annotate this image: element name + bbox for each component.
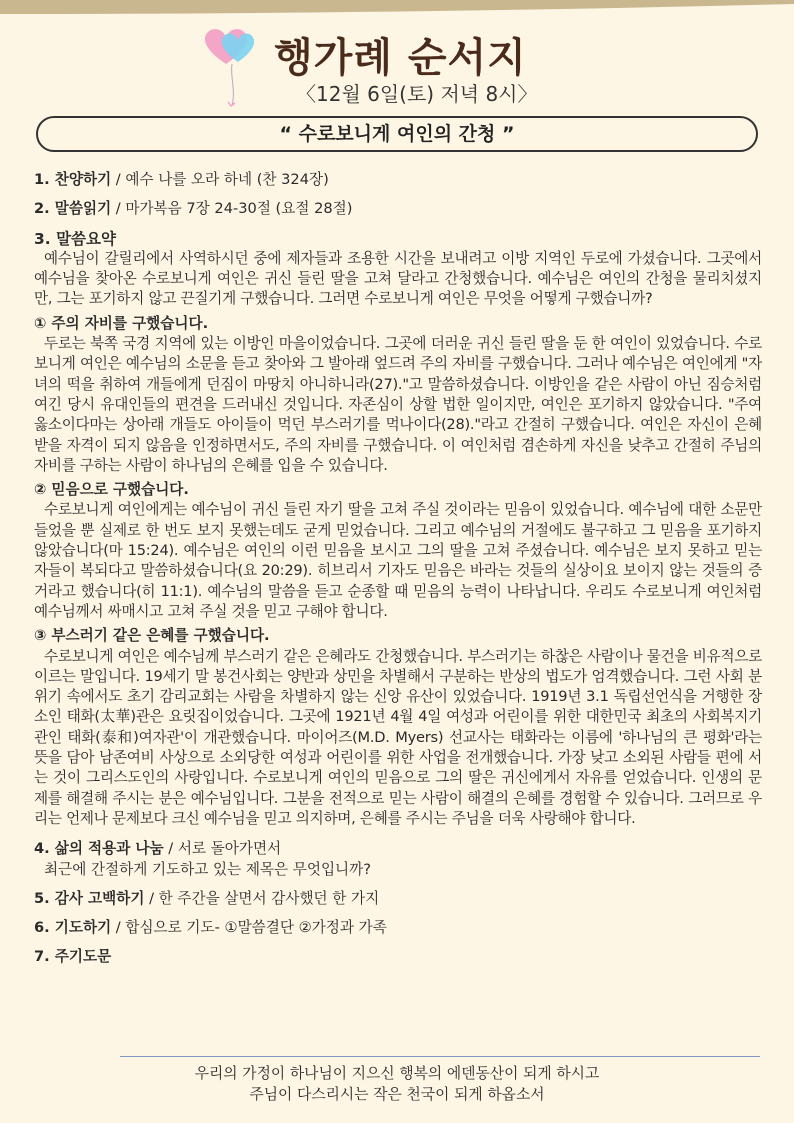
- item-thanks: [34, 889, 762, 909]
- section-paragraph-mercy: 두로는 북쪽 국경 지역에 있는 이방인 마을이었습니다. 그곳에 더러운 귀신 들린 딸을 둔 한 여인이 있었습니다. 수로보니게 여인은 예수님의 소문을 듣고 찾아와 그 발아래 엎드려 주의 자비를 구했습니다. 그러나 예수님은 여인에게 "자녀의 떡을 취하여 개들에게 던짐이 마땅치 아니하니라(27)."고 말씀하셨습니다. 이방인을 같은 사람이 아닌 짐승처럼 여긴 당시 유대인들의 편견을 드러내신 것입니다. 자존심이 상할 법한 일이지만, 여인은 포기하지 않았습니다. "주여 옳소이다마는 상아래 개들도 아이들이 먹던 부스러기를 먹나이다(28)."라고 간절히 구했습니다. 여인은 자신이 은혜 받을 자격이 되지 않음을 인정하면서도, 주의 자비를 구했습니다. 이 여인처럼 겸손하게 자신을 낮추고 간절히 주님의 자비를 구하는 사람이 하나님의 은혜를 입을 수 있습니다.: [34, 335, 762, 474]
- item-label: 1. 찬양하기: [34, 171, 112, 188]
- item-text: / 예수 나를 오라 하네 (찬 324장): [111, 171, 329, 188]
- item-text: / 서로 돌아가면서: [163, 840, 282, 858]
- footer-line: 주님이 다스리시는 작은 천국이 되게 하옵소서: [249, 1086, 545, 1103]
- section-paragraph-faith: 수로보니게 여인에게는 예수님이 귀신 들린 자기 딸을 고쳐 주실 것이라는 믿음이 있었습니다. 예수님에 대한 소문만 들었을 뿐 실제로 한 번도 보지 못했는데도 굳게 믿었습니다. 그리고 예수님의 거절에도 불구하고 그 믿음을 포기하지 않았습니다(마 15:24). 예수님은 여인의 이런 믿음을 보시고 그의 딸을 고쳐 주셨습니다. 예수님은 보지 못하고 믿는 자들이 복되다고 말씀하셨습니다(요 20:29). 히브리서 기자도 믿음은 바라는 것들의 실상이요 보이지 않는 것들의 증거라고 했습니다(히 11:1). 예수님의 말씀을 듣고 순종할 때 믿음의 능력이 나타납니다. 우리도 수로보니게 여인처럼 예수님께서 싸매시고 고쳐 주실 것을 믿고 구해야 합니다.: [34, 501, 762, 620]
- section-heading-faith: ② 믿음으로 구했습니다.: [34, 481, 189, 499]
- heart-balloon-icon: [196, 22, 266, 112]
- footer-divider: [120, 1056, 760, 1057]
- footer-line: 우리의 가정이 하나님이 지으신 행복의 에덴동산이 되게 하시고: [194, 1065, 600, 1082]
- summary-heading: 3. 말씀요약: [34, 229, 116, 248]
- date-subtitle: 〈12월 6일(토) 저녁 8시〉: [296, 82, 538, 106]
- item-text: / 마가복음 7장 24-30절 (요절 28절): [111, 200, 353, 218]
- sermon-theme-box: [36, 116, 758, 152]
- section-heading-crumbs: ③ 부스러기 같은 은혜를 구했습니다.: [34, 627, 270, 645]
- section-heading-mercy: ① 주의 자비를 구했습니다.: [34, 314, 209, 332]
- sermon-theme: “ 수로보니게 여인의 간청 ”: [279, 123, 515, 145]
- item-text: / 한 주간을 살면서 감사했던 한 가지: [144, 889, 380, 907]
- item-label: 5. 감사 고백하기: [34, 889, 145, 907]
- item-application: [34, 839, 762, 859]
- item-label: 6. 기도하기: [34, 919, 112, 937]
- page-title: 행가례 순서지: [274, 34, 527, 81]
- application-question: 최근에 간절하게 기도하고 있는 제목은 무엇입니까?: [44, 860, 371, 878]
- item-praise: [34, 170, 762, 190]
- item-label: 4. 삶의 적용과 나눔: [34, 840, 164, 858]
- item-label: 2. 말씀읽기: [34, 200, 112, 218]
- order-content: [34, 170, 762, 968]
- footer-blessing: [0, 1063, 794, 1105]
- item-text: / 합심으로 기도- ①말씀결단 ②가정과 가족: [111, 919, 387, 937]
- top-decoration: [0, 0, 794, 14]
- section-paragraph-crumbs: 수로보니게 여인은 예수님께 부스러기 같은 은혜라도 간청했습니다. 부스러기는 하찮은 사람이나 물건을 비유적으로 이르는 말입니다. 19세기 말 봉건사회는 양반과 상민을 차별해서 구분하는 반상의 법도가 엄격했습니다. 그런 사회 분위기 속에서도 초기 감리교회는 사람을 차별하지 않는 신앙 유산이 있었습니다. 1919년 3.1 독립선언식을 거행한 장소인 태화(太華)관은 요릿집이었습니다. 그곳에 1921년 4월 4일 여성과 어린이를 위한 대한민국 최초의 사회복지기관인 태화(泰和)여자관'이 개관했습니다. 마이어즈(M.D. Myers) 선교사는 태화라는 이름에 '하나님의 큰 평화'라는 뜻을 담아 남존여비 사상으로 소외당한 여성과 어린이를 위한 사업을 전개했습니다. 가장 낮고 소외된 사람들 편에 서는 것이 그리스도인의 사랑입니다. 수로보니게 여인의 믿음으로 그의 딸은 귀신에게서 자유를 얻었습니다. 인생의 문제를 해결해 주시는 분은 예수님입니다. 그분을 전적으로 믿는 사람이 해결의 은혜를 경험할 수 있습니다. 그러므로 우리는 언제나 문제보다 크신 예수님을 믿고 의지하며, 은혜를 주시는 주님을 더욱 사랑해야 합니다.: [34, 647, 762, 827]
- summary-paragraph: 예수님이 갈릴리에서 사역하시던 중에 제자들과 조용한 시간을 보내려고 이방 지역인 두로에 가셨습니다. 그곳에서 예수님을 찾아온 수로보니게 여인은 귀신 들린 딸을 고쳐 달라고 간청했습니다. 예수님은 여인의 간청을 물리치셨지만, 그는 포기하지 않고 끈질기게 구했습니다. 그러면 수로보니게 여인은 무엇을 어떻게 구했습니까?: [34, 249, 762, 308]
- item-lords-prayer: 7. 주기도문: [34, 948, 112, 966]
- item-prayer: [34, 918, 762, 938]
- item-scripture: [34, 199, 762, 219]
